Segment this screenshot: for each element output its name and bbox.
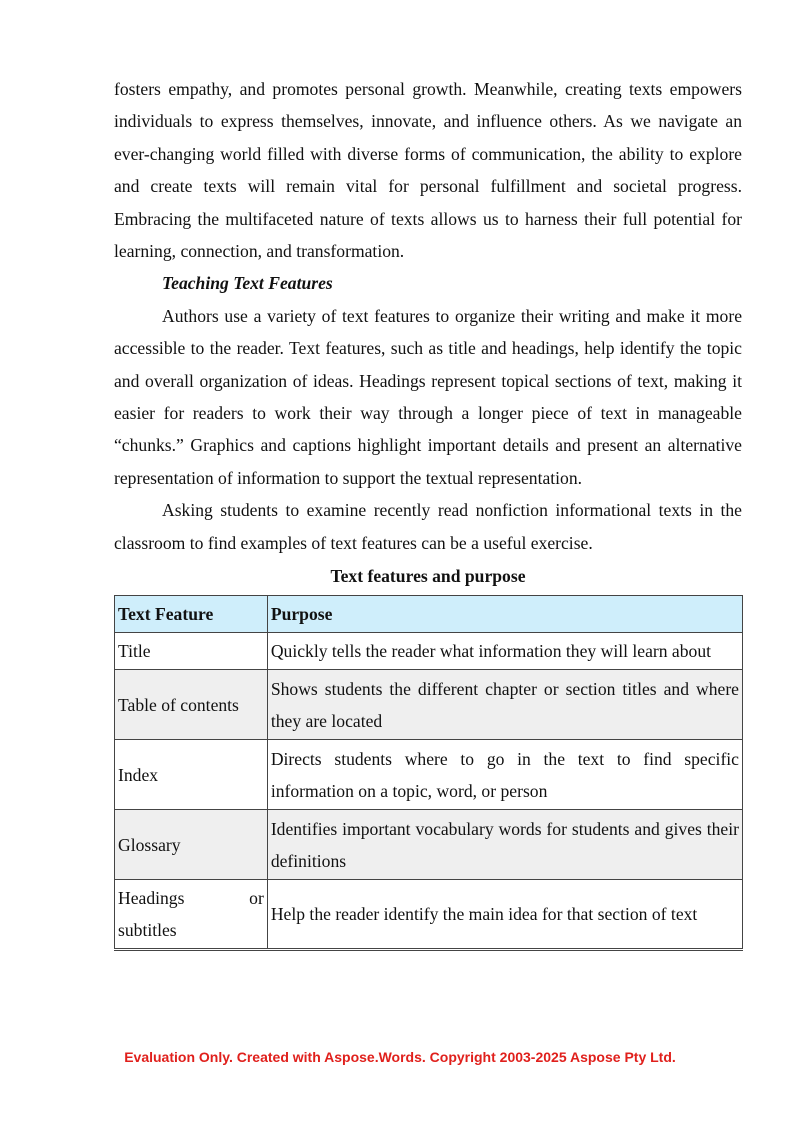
evaluation-watermark: Evaluation Only. Created with Aspose.Words. Copyright 2003-2025 Aspose Pty Ltd. <box>124 1049 676 1065</box>
section-heading: Teaching Text Features <box>162 273 333 294</box>
purpose-cell: Identifies important vocabulary words for students and gives their definitions <box>267 810 742 880</box>
column-header-feature: Text Feature <box>115 596 268 633</box>
feature-cell: Headings or subtitles <box>115 880 268 950</box>
feature-cell: Glossary <box>115 810 268 880</box>
feature-cell: Index <box>115 740 268 810</box>
paragraph-text-features: Authors use a variety of text features to organize their writing and make it more accessible to the reader. Text features, such as title and headings, help identify the topic and overall organization of ideas. Headings represent topical sections of text, making it easier for readers to work their way through a longer piece of text in manageable “chunks.” Graphics and captions highlight important details and present an alternative representation of information to support the textual representation. <box>114 305 742 488</box>
feature-cell: Title <box>115 633 268 670</box>
column-header-purpose: Purpose <box>267 596 742 633</box>
body-text <box>114 73 742 559</box>
text-features-table <box>114 595 743 951</box>
paragraph-asking-students: Asking students to examine recently read nonfiction informational texts in the classroom to find examples of text features can be a useful exercise. <box>114 500 742 553</box>
table-row <box>115 880 743 950</box>
table-caption: Text features and purpose <box>330 566 526 586</box>
purpose-cell: Directs students where to go in the text to find specific information on a topic, word, or person <box>267 740 742 810</box>
table-row <box>115 633 743 670</box>
table-row <box>115 810 743 880</box>
purpose-cell: Help the reader identify the main idea for that section of text <box>267 880 742 950</box>
purpose-cell: Shows students the different chapter or section titles and where they are located <box>267 670 742 740</box>
intro-paragraph: fosters empathy, and promotes personal growth. Meanwhile, creating texts empowers individuals to express themselves, innovate, and influence others. As we navigate an ever-changing world filled with diverse forms of communication, the ability to explore and create texts will remain vital for personal fulfillment and societal progress. Embracing the multifaceted nature of texts allows us to harness their full potential for learning, connection, and transformation. <box>114 79 742 262</box>
table-row <box>115 740 743 810</box>
feature-cell: Table of contents <box>115 670 268 740</box>
purpose-cell: Quickly tells the reader what information they will learn about <box>267 633 742 670</box>
table-header-row <box>115 596 743 633</box>
table-row <box>115 670 743 740</box>
